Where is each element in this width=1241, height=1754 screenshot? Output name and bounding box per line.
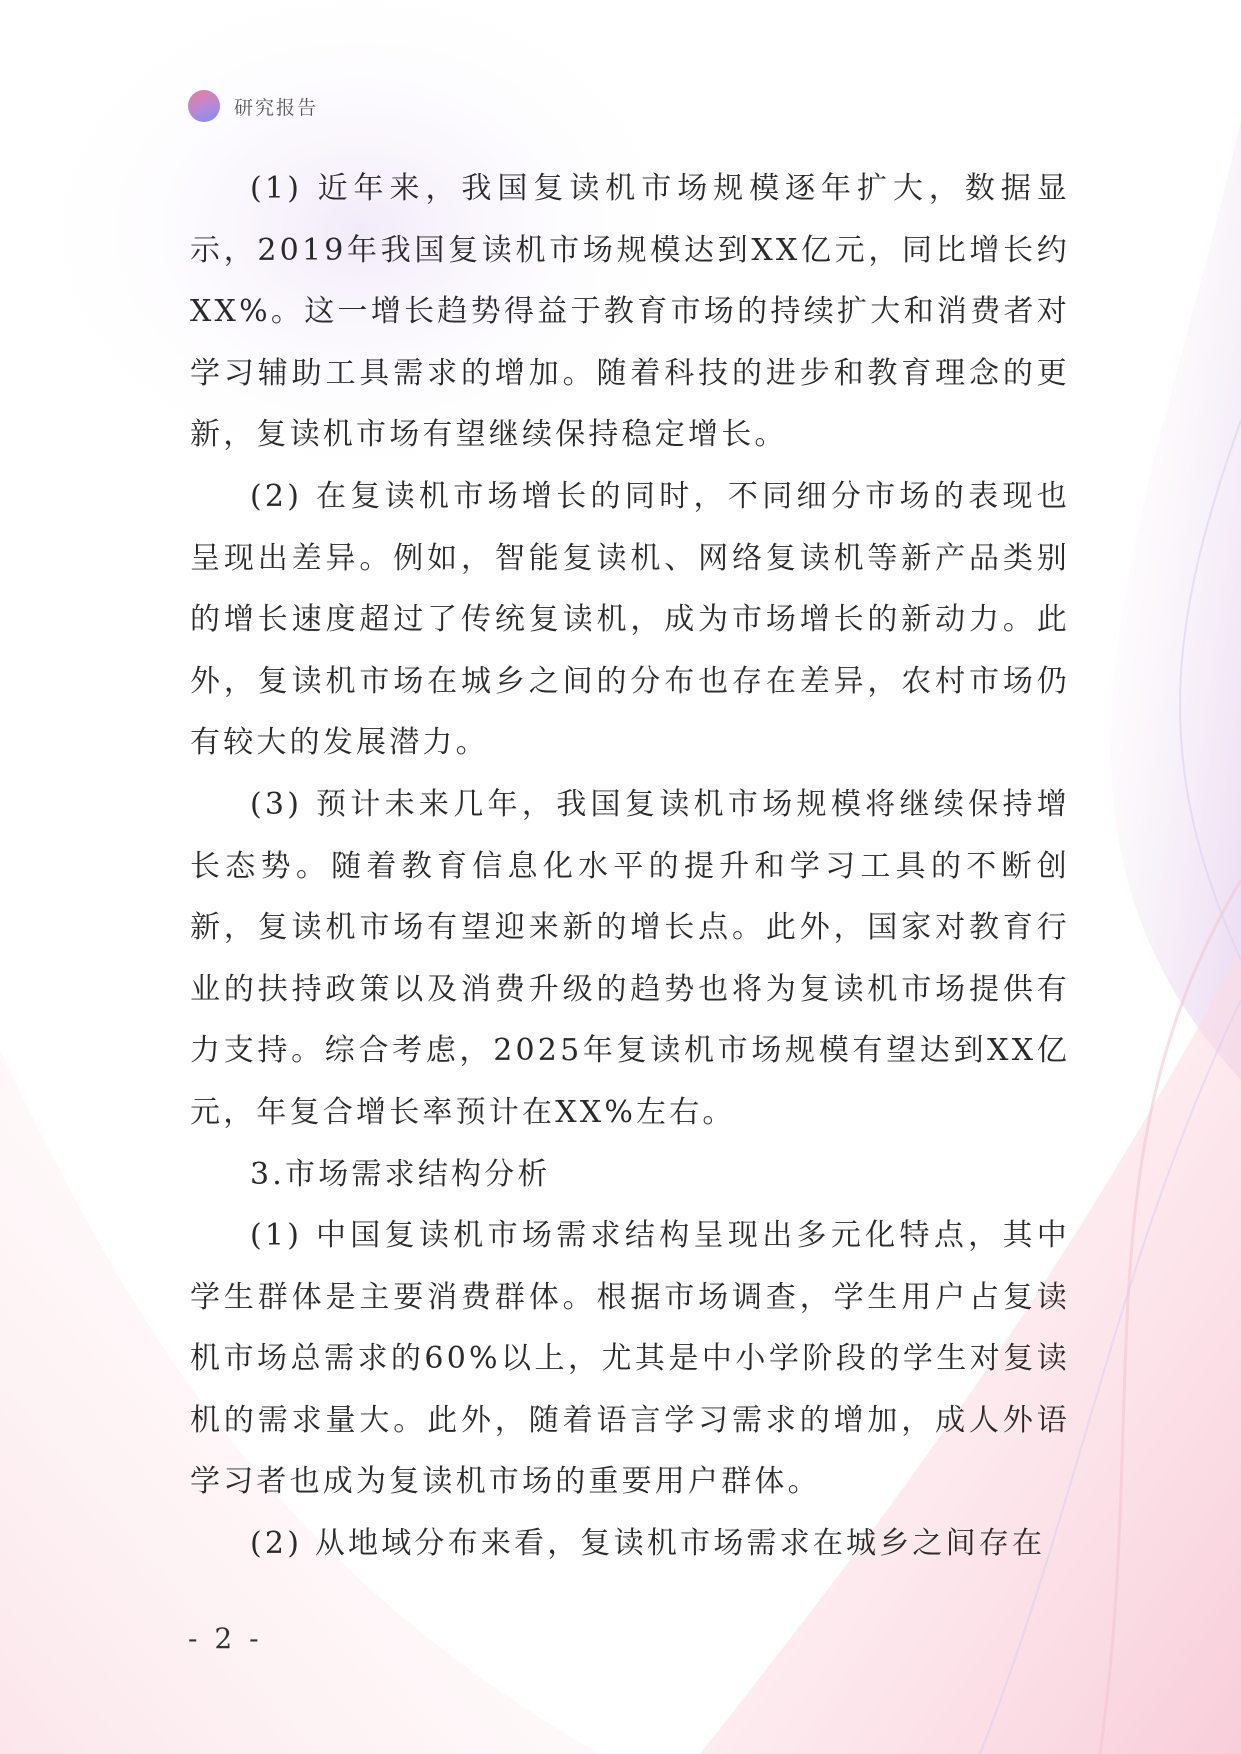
page-number: - 2 -	[188, 1622, 263, 1655]
right-top-swoosh	[1111, 120, 1241, 1080]
paragraph-2: (2) 在复读机市场增长的同时，不同细分市场的表现也呈现出差异。例如，智能复读机、网络复读机等新产品类别的增长速度超过了传统复读机，成为市场增长的新动力。此外，复读机市场在城乡之间的分布也存在差异，农村市场仍有较大的发展潜力。	[190, 478, 1070, 761]
header-title: 研究报告	[234, 96, 319, 119]
section-paragraph-1: (1) 中国复读机市场需求结构呈现出多元化特点，其中学生群体是主要消费群体。根据市场调查，学生用户占复读机市场总需求的60%以上，尤其是中小学阶段的学生对复读机的需求量大。此外，随着语言学习需求的增加，成人外语学习者也成为复读机市场的重要用户群体。	[190, 1218, 1070, 1500]
report-header	[188, 88, 318, 124]
section-paragraph-2: (2) 从地域分布来看，复读机市场需求在城乡之间存在	[250, 1526, 1046, 1562]
section-heading: 3.市场需求结构分析	[250, 1156, 551, 1192]
paragraph-3: (3) 预计未来几年，我国复读机市场规模将继续保持增长态势。随着教育信息化水平的提升和学习工具的不断创新，复读机市场有望迎来新的增长点。此外，国家对教育行业的扶持政策以及消费升级的趋势也将为复读机市场提供有力支持。综合考虑，2025年复读机市场规模有望达到XX亿元，年复合增长率预计在XX%左右。	[190, 786, 1070, 1130]
paragraph-1: (1) 近年来，我国复读机市场规模逐年扩大，数据显示，2019年我国复读机市场规模达到XX亿元，同比增长约XX%。这一增长趋势得益于教育市场的持续扩大和消费者对学习辅助工具需求的增加。随着科技的进步和教育理念的更新，复读机市场有望继续保持稳定增长。	[190, 171, 1070, 453]
document-body	[190, 158, 1070, 1575]
report-logo-icon	[188, 90, 220, 122]
